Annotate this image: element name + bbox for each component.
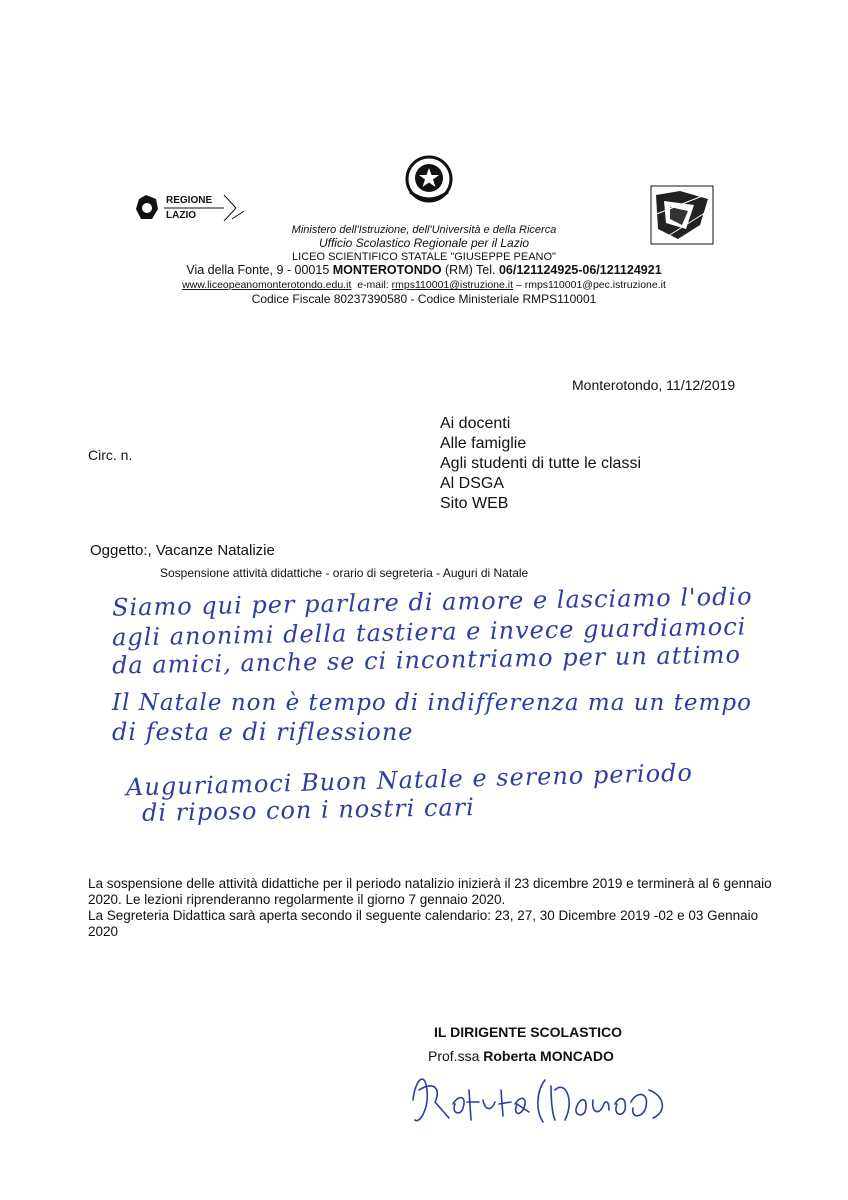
recipient-item: Alle famiglie: [440, 435, 527, 452]
regione-label: REGIONE: [166, 195, 213, 206]
subject-title: Vacanze Natalizie: [155, 542, 275, 559]
handwritten-line: da amici, anche se ci incontriamo per un attimo: [111, 640, 742, 680]
handwritten-line: di festa e di riflessione: [112, 718, 414, 746]
republic-emblem-icon: [404, 154, 454, 204]
body-paragraph: La sospensione delle attività didattiche per il periodo natalizio inizierà il 23 dicembre 2019 e terminerà al 6 gennaio 2020. Le lezioni riprenderanno regolarmente il giorno 7 gennaio 2020.: [88, 876, 772, 907]
fiscal-line: Codice Fiscale 80237390580 - Codice Ministeriale RMPS110001: [251, 292, 597, 306]
phone-numbers: 06/121124925-06/121124921: [498, 263, 662, 277]
circular-number: Circ. n.: [88, 447, 133, 463]
body-text: [88, 876, 788, 940]
recipient-item: Sito WEB: [440, 495, 509, 512]
address-line: [0, 264, 848, 277]
office-line: Ufficio Scolastico Regionale per il Lazio: [318, 236, 530, 250]
signatory-title: IL DIRIGENTE SCOLASTICO: [434, 1024, 622, 1040]
handwritten-line: Siamo qui per parlare di amore e lasciamo l'odio: [111, 582, 753, 622]
lazio-label: LAZIO: [166, 210, 196, 221]
recipient-item: Agli studenti di tutte le classi: [440, 455, 641, 472]
regione-lazio-logo: [136, 193, 246, 225]
pec-separator: –: [513, 279, 525, 291]
signatory-prefix: Prof.ssa: [428, 1048, 484, 1064]
address-suffix: (RM) Tel.: [441, 263, 499, 277]
subject-detail: Sospensione attività didattiche - orario di segreteria - Auguri di Natale: [160, 566, 529, 580]
handwritten-signature: [405, 1060, 675, 1130]
handwritten-line: agli anonimi della tastiera e invece guardiamoci: [111, 612, 747, 652]
subject-label: Oggetto:,: [90, 542, 152, 559]
handwritten-line: di riposo con i nostri cari: [141, 793, 476, 827]
recipient-item: Al DSGA: [440, 475, 505, 492]
address-prefix: Via della Fonte, 9 - 00015: [186, 263, 333, 277]
subject-line: [90, 542, 275, 559]
handwritten-line: Il Natale non è tempo di indifferenza ma un tempo: [112, 690, 752, 716]
recipients-list: [440, 414, 641, 514]
ministry-line: Ministero dell'Istruzione, dell'Università e della Ricerca: [291, 224, 557, 236]
address-city: MONTEROTONDO: [332, 263, 442, 277]
pec-email[interactable]: rmps110001@pec.istruzione.it: [524, 279, 666, 291]
signatory-name-bold: Roberta MONCADO: [483, 1048, 614, 1064]
letter-date: Monterotondo, 11/12/2019: [572, 377, 736, 393]
email-link[interactable]: rmps110001@istruzione.it: [391, 279, 514, 291]
recipient-item: Ai docenti: [440, 415, 511, 432]
website-link[interactable]: www.liceopeanomonterotondo.edu.it: [182, 279, 352, 291]
contacts-line: [0, 279, 848, 292]
handwritten-line: Auguriamoci Buon Natale e sereno periodo: [125, 758, 694, 802]
email-label: e-mail:: [357, 279, 389, 291]
school-name: LICEO SCIENTIFICO STATALE "GIUSEPPE PEANO": [292, 251, 556, 263]
body-paragraph: La Segreteria Didattica sarà aperta secondo il seguente calendario: 23, 27, 30 Dicembre 2019 -02 e 03 Gennaio 2020: [88, 908, 759, 939]
